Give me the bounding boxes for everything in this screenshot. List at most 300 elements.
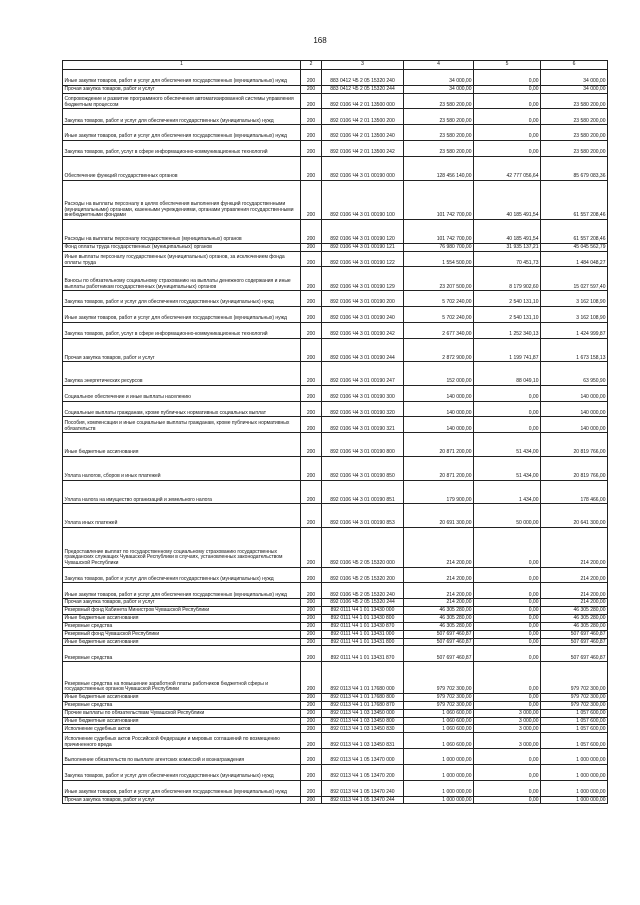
row-approved-cell: 1 000 000,00 xyxy=(404,749,474,765)
row-executed-cell: 3 000,00 xyxy=(474,725,541,733)
row-code-cell: 200 xyxy=(301,764,322,780)
row-remainder-cell: 34 000,00 xyxy=(541,70,608,86)
row-executed-cell: 50 000,00 xyxy=(474,504,541,528)
row-remainder-cell: 214 200,00 xyxy=(541,528,608,568)
row-remainder-cell: 507 697 460,87 xyxy=(541,646,608,662)
row-code-cell: 200 xyxy=(301,417,322,433)
row-code-cell: 200 xyxy=(301,243,322,251)
row-kbk-cell: 892 0106 Ч4 3 01 00190 129 xyxy=(322,267,404,291)
row-executed-cell: 1 434,00 xyxy=(474,480,541,504)
row-approved-cell: 152 000,00 xyxy=(404,362,474,386)
row-code-cell: 200 xyxy=(301,733,322,749)
row-approved-cell: 20 691 300,00 xyxy=(404,504,474,528)
row-name-cell: Резервный фонд Чувашской Республики xyxy=(63,630,301,638)
row-remainder-cell: 46 305 280,00 xyxy=(541,607,608,615)
row-name-cell: Закупка товаров, работ и услуг для обеспечения государственных (муниципальных) нужд xyxy=(63,764,301,780)
row-approved-cell: 76 980 700,00 xyxy=(404,243,474,251)
row-name-cell: Иные закупки товаров, работ и услуг для обеспечения государственных (муниципальных) нужд xyxy=(63,780,301,796)
row-executed-cell: 40 185 491,54 xyxy=(474,220,541,244)
row-code-cell: 200 xyxy=(301,385,322,401)
row-code-cell: 200 xyxy=(301,709,322,717)
table-row xyxy=(63,701,608,709)
row-approved-cell: 101 742 700,00 xyxy=(404,180,474,220)
row-approved-cell: 2 677 340,00 xyxy=(404,322,474,338)
row-kbk-cell: 892 0106 Ч4 3 01 00190 121 xyxy=(322,243,404,251)
table-row xyxy=(63,433,608,457)
row-remainder-cell: 1 000 000,00 xyxy=(541,749,608,765)
row-executed-cell: 51 434,00 xyxy=(474,433,541,457)
table-row xyxy=(63,322,608,338)
row-kbk-cell: 892 0113 Ч4 1 05 13470 200 xyxy=(322,764,404,780)
row-approved-cell: 1 060 600,00 xyxy=(404,725,474,733)
row-kbk-cell: 892 0113 Ч4 1 03 13450 000 xyxy=(322,709,404,717)
row-remainder-cell: 214 200,00 xyxy=(541,599,608,607)
row-code-cell: 200 xyxy=(301,622,322,630)
row-remainder-cell: 20 819 766,00 xyxy=(541,433,608,457)
row-kbk-cell: 892 0113 Ч4 1 01 17680 870 xyxy=(322,701,404,709)
row-executed-cell: 0,00 xyxy=(474,401,541,417)
row-approved-cell: 101 742 700,00 xyxy=(404,220,474,244)
table-row xyxy=(63,338,608,362)
row-name-cell: Иные закупки товаров, работ и услуг для обеспечения государственных (муниципальных) нужд xyxy=(63,306,301,322)
table-body xyxy=(63,70,608,804)
row-code-cell: 200 xyxy=(301,646,322,662)
row-name-cell: Пособия, компенсации и иные социальные выплаты гражданам, кроме публичных нормативных обязательств xyxy=(63,417,301,433)
row-executed-cell: 0,00 xyxy=(474,607,541,615)
row-kbk-cell: 892 0106 Ч5 2 05 15320 244 xyxy=(322,599,404,607)
row-code-cell: 200 xyxy=(301,717,322,725)
row-kbk-cell: 892 0106 Ч4 3 01 00190 800 xyxy=(322,433,404,457)
row-executed-cell: 0,00 xyxy=(474,646,541,662)
row-name-cell: Иные закупки товаров, работ и услуг для обеспечения государственных (муниципальных) нужд xyxy=(63,70,301,86)
row-approved-cell: 214 200,00 xyxy=(404,583,474,599)
row-approved-cell: 140 000,00 xyxy=(404,385,474,401)
row-approved-cell: 214 200,00 xyxy=(404,599,474,607)
row-remainder-cell: 23 580 200,00 xyxy=(541,125,608,141)
row-approved-cell: 979 702 300,00 xyxy=(404,701,474,709)
row-executed-cell: 1 252 340,13 xyxy=(474,322,541,338)
row-executed-cell: 0,00 xyxy=(474,385,541,401)
row-code-cell: 200 xyxy=(301,291,322,307)
row-name-cell: Резервный фонд Кабинета Министров Чувашской Республики xyxy=(63,607,301,615)
row-code-cell: 200 xyxy=(301,749,322,765)
table-row xyxy=(63,291,608,307)
row-approved-cell: 46 305 280,00 xyxy=(404,607,474,615)
row-kbk-cell: 892 0106 Ч4 3 01 00190 247 xyxy=(322,362,404,386)
row-executed-cell: 0,00 xyxy=(474,764,541,780)
table-row xyxy=(63,796,608,804)
row-approved-cell: 23 580 200,00 xyxy=(404,93,474,109)
row-kbk-cell: 892 0106 Ч4 3 01 00190 244 xyxy=(322,338,404,362)
row-approved-cell: 23 580 200,00 xyxy=(404,109,474,125)
row-kbk-cell: 892 0106 Ч5 2 05 15320 240 xyxy=(322,583,404,599)
row-remainder-cell: 1 000 000,00 xyxy=(541,780,608,796)
row-name-cell: Иные бюджетные ассигнования xyxy=(63,717,301,725)
row-name-cell: Прочая закупка товаров, работ и услуг xyxy=(63,85,301,93)
row-executed-cell: 0,00 xyxy=(474,630,541,638)
row-kbk-cell: 892 0106 Ч4 3 01 00190 320 xyxy=(322,401,404,417)
row-kbk-cell: 892 0106 Ч4 2 01 13500 200 xyxy=(322,109,404,125)
row-executed-cell: 0,00 xyxy=(474,796,541,804)
table-row xyxy=(63,417,608,433)
row-executed-cell: 42 777 056,64 xyxy=(474,156,541,180)
table-row xyxy=(63,630,608,638)
row-kbk-cell: 892 0113 Ч4 1 01 17680 000 xyxy=(322,662,404,694)
row-code-cell: 200 xyxy=(301,180,322,220)
table-row xyxy=(63,607,608,615)
row-approved-cell: 214 200,00 xyxy=(404,567,474,583)
table-row xyxy=(63,717,608,725)
row-code-cell: 200 xyxy=(301,599,322,607)
row-executed-cell: 31 935 137,21 xyxy=(474,243,541,251)
row-kbk-cell: 892 0106 Ч4 3 01 00190 240 xyxy=(322,306,404,322)
row-executed-cell: 2 540 131,10 xyxy=(474,291,541,307)
row-code-cell: 200 xyxy=(301,401,322,417)
row-name-cell: Закупка энергетических ресурсов xyxy=(63,362,301,386)
row-code-cell: 200 xyxy=(301,125,322,141)
row-kbk-cell: 892 0106 Ч4 3 01 00190 000 xyxy=(322,156,404,180)
row-approved-cell: 2 872 900,00 xyxy=(404,338,474,362)
row-name-cell: Социальные выплаты гражданам, кроме публичных нормативных социальных выплат xyxy=(63,401,301,417)
table-row xyxy=(63,267,608,291)
row-code-cell: 200 xyxy=(301,70,322,86)
row-name-cell: Исполнение судебных актов xyxy=(63,725,301,733)
row-remainder-cell: 3 162 108,90 xyxy=(541,306,608,322)
row-kbk-cell: 892 0113 Ч4 1 05 13470 000 xyxy=(322,749,404,765)
row-executed-cell: 0,00 xyxy=(474,599,541,607)
row-code-cell: 200 xyxy=(301,433,322,457)
row-kbk-cell: 892 0106 Ч4 3 01 00190 851 xyxy=(322,480,404,504)
row-approved-cell: 1 554 500,00 xyxy=(404,251,474,267)
row-code-cell: 200 xyxy=(301,583,322,599)
row-remainder-cell: 1 057 600,00 xyxy=(541,717,608,725)
row-executed-cell: 0,00 xyxy=(474,662,541,694)
row-kbk-cell: 892 0106 Ч5 2 05 15320 200 xyxy=(322,567,404,583)
row-kbk-cell: 892 0106 Ч4 3 01 00190 853 xyxy=(322,504,404,528)
row-approved-cell: 46 305 280,00 xyxy=(404,622,474,630)
table-row xyxy=(63,583,608,599)
row-name-cell: Закупка товаров, работ, услуг в сфере информационно-коммуникационных технологий xyxy=(63,322,301,338)
row-code-cell: 200 xyxy=(301,638,322,646)
row-name-cell: Уплата иных платежей xyxy=(63,504,301,528)
row-remainder-cell: 979 702 300,00 xyxy=(541,693,608,701)
row-kbk-cell: 892 0106 Ч4 3 01 00190 300 xyxy=(322,385,404,401)
row-code-cell: 200 xyxy=(301,109,322,125)
row-approved-cell: 1 000 000,00 xyxy=(404,796,474,804)
table-row xyxy=(63,480,608,504)
row-remainder-cell: 23 580 200,00 xyxy=(541,141,608,157)
row-code-cell: 200 xyxy=(301,322,322,338)
row-name-cell: Иные бюджетные ассигнования xyxy=(63,433,301,457)
row-remainder-cell: 61 557 208,46 xyxy=(541,180,608,220)
row-code-cell: 200 xyxy=(301,338,322,362)
table-row xyxy=(63,622,608,630)
row-code-cell: 200 xyxy=(301,85,322,93)
row-approved-cell: 23 207 500,00 xyxy=(404,267,474,291)
row-remainder-cell: 34 000,00 xyxy=(541,85,608,93)
table-row xyxy=(63,567,608,583)
row-name-cell: Резервные средства на повышение заработной платы работников бюджетной сферы и государственных органов Чувашской Республики xyxy=(63,662,301,694)
row-kbk-cell: 892 0113 Ч4 1 03 13450 830 xyxy=(322,725,404,733)
row-kbk-cell: 892 0111 Ч4 1 01 13430 000 xyxy=(322,607,404,615)
row-kbk-cell: 892 0113 Ч4 1 03 13450 800 xyxy=(322,717,404,725)
row-remainder-cell: 979 702 300,00 xyxy=(541,701,608,709)
row-code-cell: 200 xyxy=(301,567,322,583)
row-kbk-cell: 892 0106 Ч4 2 01 13500 000 xyxy=(322,93,404,109)
row-name-cell: Сопровождение и развитие программного обеспечения автоматизированной системы управления бюджетным процессом xyxy=(63,93,301,109)
row-kbk-cell: 892 0106 Ч4 3 01 00190 242 xyxy=(322,322,404,338)
row-executed-cell: 88 049,10 xyxy=(474,362,541,386)
row-approved-cell: 1 060 600,00 xyxy=(404,717,474,725)
row-code-cell: 200 xyxy=(301,725,322,733)
row-approved-cell: 1 060 600,00 xyxy=(404,709,474,717)
row-executed-cell: 3 000,00 xyxy=(474,717,541,725)
column-header-kbk: 3 xyxy=(322,61,404,70)
row-remainder-cell: 23 580 200,00 xyxy=(541,93,608,109)
column-header-executed: 5 xyxy=(474,61,541,70)
row-approved-cell: 23 580 200,00 xyxy=(404,125,474,141)
row-executed-cell: 0,00 xyxy=(474,93,541,109)
row-remainder-cell: 214 200,00 xyxy=(541,567,608,583)
row-approved-cell: 507 697 460,87 xyxy=(404,630,474,638)
row-executed-cell: 0,00 xyxy=(474,141,541,157)
row-remainder-cell: 1 484 048,27 xyxy=(541,251,608,267)
row-name-cell: Иные бюджетные ассигнования xyxy=(63,638,301,646)
row-code-cell: 200 xyxy=(301,480,322,504)
row-approved-cell: 1 060 600,00 xyxy=(404,733,474,749)
row-name-cell: Резервные средства xyxy=(63,622,301,630)
row-kbk-cell: 892 0106 Ч4 3 01 00190 850 xyxy=(322,456,404,480)
row-executed-cell: 1 199 741,87 xyxy=(474,338,541,362)
row-executed-cell: 0,00 xyxy=(474,528,541,568)
row-executed-cell: 0,00 xyxy=(474,567,541,583)
row-name-cell: Уплата налога на имущество организаций и земельного налога xyxy=(63,480,301,504)
table-row xyxy=(63,614,608,622)
row-remainder-cell: 140 000,00 xyxy=(541,385,608,401)
row-code-cell: 200 xyxy=(301,251,322,267)
row-code-cell: 200 xyxy=(301,607,322,615)
table-row xyxy=(63,780,608,796)
row-executed-cell: 0,00 xyxy=(474,693,541,701)
row-name-cell: Уплата налогов, сборов и иных платежей xyxy=(63,456,301,480)
column-header-approved: 4 xyxy=(404,61,474,70)
column-header-name: 1 xyxy=(63,61,301,70)
row-code-cell: 200 xyxy=(301,456,322,480)
row-remainder-cell: 46 305 280,00 xyxy=(541,614,608,622)
row-kbk-cell: 892 0106 Ч4 3 01 00190 122 xyxy=(322,251,404,267)
row-approved-cell: 20 871 200,00 xyxy=(404,433,474,457)
row-remainder-cell: 61 557 208,46 xyxy=(541,220,608,244)
row-code-cell: 200 xyxy=(301,630,322,638)
row-code-cell: 200 xyxy=(301,662,322,694)
row-name-cell: Закупка товаров, работ и услуг для обеспечения государственных (муниципальных) нужд xyxy=(63,291,301,307)
table-row xyxy=(63,385,608,401)
row-approved-cell: 979 702 300,00 xyxy=(404,693,474,701)
row-remainder-cell: 23 580 200,00 xyxy=(541,109,608,125)
row-name-cell: Резервные средства xyxy=(63,646,301,662)
row-code-cell: 200 xyxy=(301,362,322,386)
row-approved-cell: 979 702 300,00 xyxy=(404,662,474,694)
row-kbk-cell: 883 0412 Ч5 2 05 15320 240 xyxy=(322,70,404,86)
row-remainder-cell: 979 702 300,00 xyxy=(541,662,608,694)
column-header-remainder: 6 xyxy=(541,61,608,70)
row-code-cell: 200 xyxy=(301,306,322,322)
row-name-cell: Резервные средства xyxy=(63,701,301,709)
table-row xyxy=(63,646,608,662)
row-approved-cell: 507 697 460,87 xyxy=(404,646,474,662)
row-approved-cell: 20 871 200,00 xyxy=(404,456,474,480)
row-name-cell: Обеспечение функций государственных органов xyxy=(63,156,301,180)
table-row xyxy=(63,638,608,646)
row-executed-cell: 40 185 491,54 xyxy=(474,180,541,220)
row-name-cell: Расходы на выплаты персоналу в целях обеспечения выполнения функций государственными (муниципальными) органами, казенными учреждениями, органами управления государственными внебюджетными фондами xyxy=(63,180,301,220)
row-name-cell: Иные закупки товаров, работ и услуг для обеспечения государственных (муниципальных) нужд xyxy=(63,583,301,599)
row-code-cell: 200 xyxy=(301,614,322,622)
row-approved-cell: 140 000,00 xyxy=(404,417,474,433)
row-name-cell: Прочая закупка товаров, работ и услуг xyxy=(63,599,301,607)
row-kbk-cell: 892 0111 Ч4 1 01 13431 870 xyxy=(322,646,404,662)
row-kbk-cell: 892 0111 Ч4 1 01 13431 000 xyxy=(322,630,404,638)
row-approved-cell: 1 000 000,00 xyxy=(404,780,474,796)
row-name-cell: Закупка товаров, работ, услуг в сфере информационно-коммуникационных технологий xyxy=(63,141,301,157)
row-approved-cell: 23 580 200,00 xyxy=(404,141,474,157)
table-row xyxy=(63,693,608,701)
row-approved-cell: 5 702 240,00 xyxy=(404,291,474,307)
row-kbk-cell: 892 0111 Ч4 1 01 13431 800 xyxy=(322,638,404,646)
row-executed-cell: 0,00 xyxy=(474,622,541,630)
table-row xyxy=(63,749,608,765)
table-row xyxy=(63,733,608,749)
row-name-cell: Социальное обеспечение и иные выплаты населению xyxy=(63,385,301,401)
budget-execution-table xyxy=(62,60,608,804)
table-row xyxy=(63,85,608,93)
row-executed-cell: 0,00 xyxy=(474,70,541,86)
row-code-cell: 200 xyxy=(301,220,322,244)
row-approved-cell: 5 702 240,00 xyxy=(404,306,474,322)
row-kbk-cell: 892 0106 Ч4 2 01 13500 240 xyxy=(322,125,404,141)
table-row xyxy=(63,109,608,125)
table-row xyxy=(63,456,608,480)
row-executed-cell: 0,00 xyxy=(474,780,541,796)
column-header-code: 2 xyxy=(301,61,322,70)
row-kbk-cell: 892 0106 Ч4 3 01 00190 200 xyxy=(322,291,404,307)
table-row xyxy=(63,662,608,694)
row-code-cell: 200 xyxy=(301,141,322,157)
row-name-cell: Закупка товаров, работ и услуг для обеспечения государственных (муниципальных) нужд xyxy=(63,109,301,125)
row-approved-cell: 34 000,00 xyxy=(404,85,474,93)
row-approved-cell: 507 697 460,87 xyxy=(404,638,474,646)
table-row xyxy=(63,709,608,717)
row-approved-cell: 34 000,00 xyxy=(404,70,474,86)
table-row xyxy=(63,156,608,180)
table-row xyxy=(63,125,608,141)
table-row xyxy=(63,362,608,386)
row-remainder-cell: 1 057 600,00 xyxy=(541,725,608,733)
row-remainder-cell: 45 045 562,79 xyxy=(541,243,608,251)
row-name-cell: Выполнение обязательств по выплате агентских комиссий и вознаграждения xyxy=(63,749,301,765)
row-code-cell: 200 xyxy=(301,93,322,109)
row-remainder-cell: 1 057 600,00 xyxy=(541,709,608,717)
row-approved-cell: 140 000,00 xyxy=(404,401,474,417)
table-row xyxy=(63,251,608,267)
row-remainder-cell: 20 641 300,00 xyxy=(541,504,608,528)
row-kbk-cell: 892 0113 Ч4 1 05 13470 240 xyxy=(322,780,404,796)
row-executed-cell: 51 434,00 xyxy=(474,456,541,480)
row-name-cell: Прочая закупка товаров, работ и услуг xyxy=(63,796,301,804)
row-executed-cell: 8 179 902,60 xyxy=(474,267,541,291)
row-approved-cell: 1 000 000,00 xyxy=(404,764,474,780)
row-remainder-cell: 1 000 000,00 xyxy=(541,796,608,804)
row-name-cell: Закупка товаров, работ и услуг для обеспечения государственных (муниципальных) нужд xyxy=(63,567,301,583)
row-name-cell: Исполнение судебных актов Российской Федерации и мировых соглашений по возмещению причиненного вреда xyxy=(63,733,301,749)
table-row xyxy=(63,504,608,528)
row-remainder-cell: 3 162 108,90 xyxy=(541,291,608,307)
row-kbk-cell: 892 0113 Ч4 1 05 13470 244 xyxy=(322,796,404,804)
row-code-cell: 200 xyxy=(301,156,322,180)
table-row xyxy=(63,528,608,568)
row-executed-cell: 3 000,00 xyxy=(474,733,541,749)
row-executed-cell: 2 540 131,10 xyxy=(474,306,541,322)
row-code-cell: 200 xyxy=(301,693,322,701)
table-row xyxy=(63,141,608,157)
row-name-cell: Прочие выплаты по обязательствам Чувашской Республики xyxy=(63,709,301,717)
row-code-cell: 200 xyxy=(301,528,322,568)
table-row xyxy=(63,70,608,86)
row-name-cell: Иные бюджетные ассигнования xyxy=(63,693,301,701)
table-row xyxy=(63,243,608,251)
row-kbk-cell: 892 0106 Ч4 2 01 13500 242 xyxy=(322,141,404,157)
row-kbk-cell: 883 0412 Ч5 2 05 15320 244 xyxy=(322,85,404,93)
row-executed-cell: 0,00 xyxy=(474,749,541,765)
row-remainder-cell: 46 305 280,00 xyxy=(541,622,608,630)
row-code-cell: 200 xyxy=(301,796,322,804)
table-row xyxy=(63,306,608,322)
row-executed-cell: 0,00 xyxy=(474,638,541,646)
row-name-cell: Иные бюджетные ассигнования xyxy=(63,614,301,622)
row-remainder-cell: 1 057 600,00 xyxy=(541,733,608,749)
row-remainder-cell: 140 000,00 xyxy=(541,401,608,417)
row-kbk-cell: 892 0106 Ч4 3 01 00190 321 xyxy=(322,417,404,433)
row-name-cell: Иные выплаты персоналу государственных (муниципальных) органов, за исключением фонда оплаты труда xyxy=(63,251,301,267)
row-remainder-cell: 507 697 460,87 xyxy=(541,630,608,638)
row-name-cell: Расходы на выплаты персоналу государственных (муниципальных) органов xyxy=(63,220,301,244)
table-header-row xyxy=(63,61,608,70)
table-row xyxy=(63,764,608,780)
row-executed-cell: 0,00 xyxy=(474,85,541,93)
row-name-cell: Взносы по обязательному социальному страхованию на выплаты денежного содержания и иные выплаты работникам государственных (муниципальных) органов xyxy=(63,267,301,291)
row-executed-cell: 70 451,73 xyxy=(474,251,541,267)
row-remainder-cell: 140 000,00 xyxy=(541,417,608,433)
row-kbk-cell: 892 0106 Ч4 3 01 00190 120 xyxy=(322,220,404,244)
row-remainder-cell: 214 200,00 xyxy=(541,583,608,599)
table-row xyxy=(63,220,608,244)
table-row xyxy=(63,401,608,417)
row-code-cell: 200 xyxy=(301,701,322,709)
row-code-cell: 200 xyxy=(301,780,322,796)
table-row xyxy=(63,599,608,607)
table-row xyxy=(63,180,608,220)
row-code-cell: 200 xyxy=(301,504,322,528)
row-kbk-cell: 892 0111 Ч4 1 01 13430 800 xyxy=(322,614,404,622)
row-name-cell: Предоставление выплат по государственному социальному страхованию государственных гражданских служащих Чувашской Республики в случаях, установленных законодательством Чувашской Республики xyxy=(63,528,301,568)
row-executed-cell: 0,00 xyxy=(474,614,541,622)
table-row xyxy=(63,725,608,733)
row-kbk-cell: 892 0106 Ч5 2 05 15320 000 xyxy=(322,528,404,568)
table-row xyxy=(63,93,608,109)
row-name-cell: Фонд оплаты труда государственных (муниципальных) органов xyxy=(63,243,301,251)
row-name-cell: Иные закупки товаров, работ и услуг для обеспечения государственных (муниципальных) нужд xyxy=(63,125,301,141)
row-remainder-cell: 20 819 766,00 xyxy=(541,456,608,480)
